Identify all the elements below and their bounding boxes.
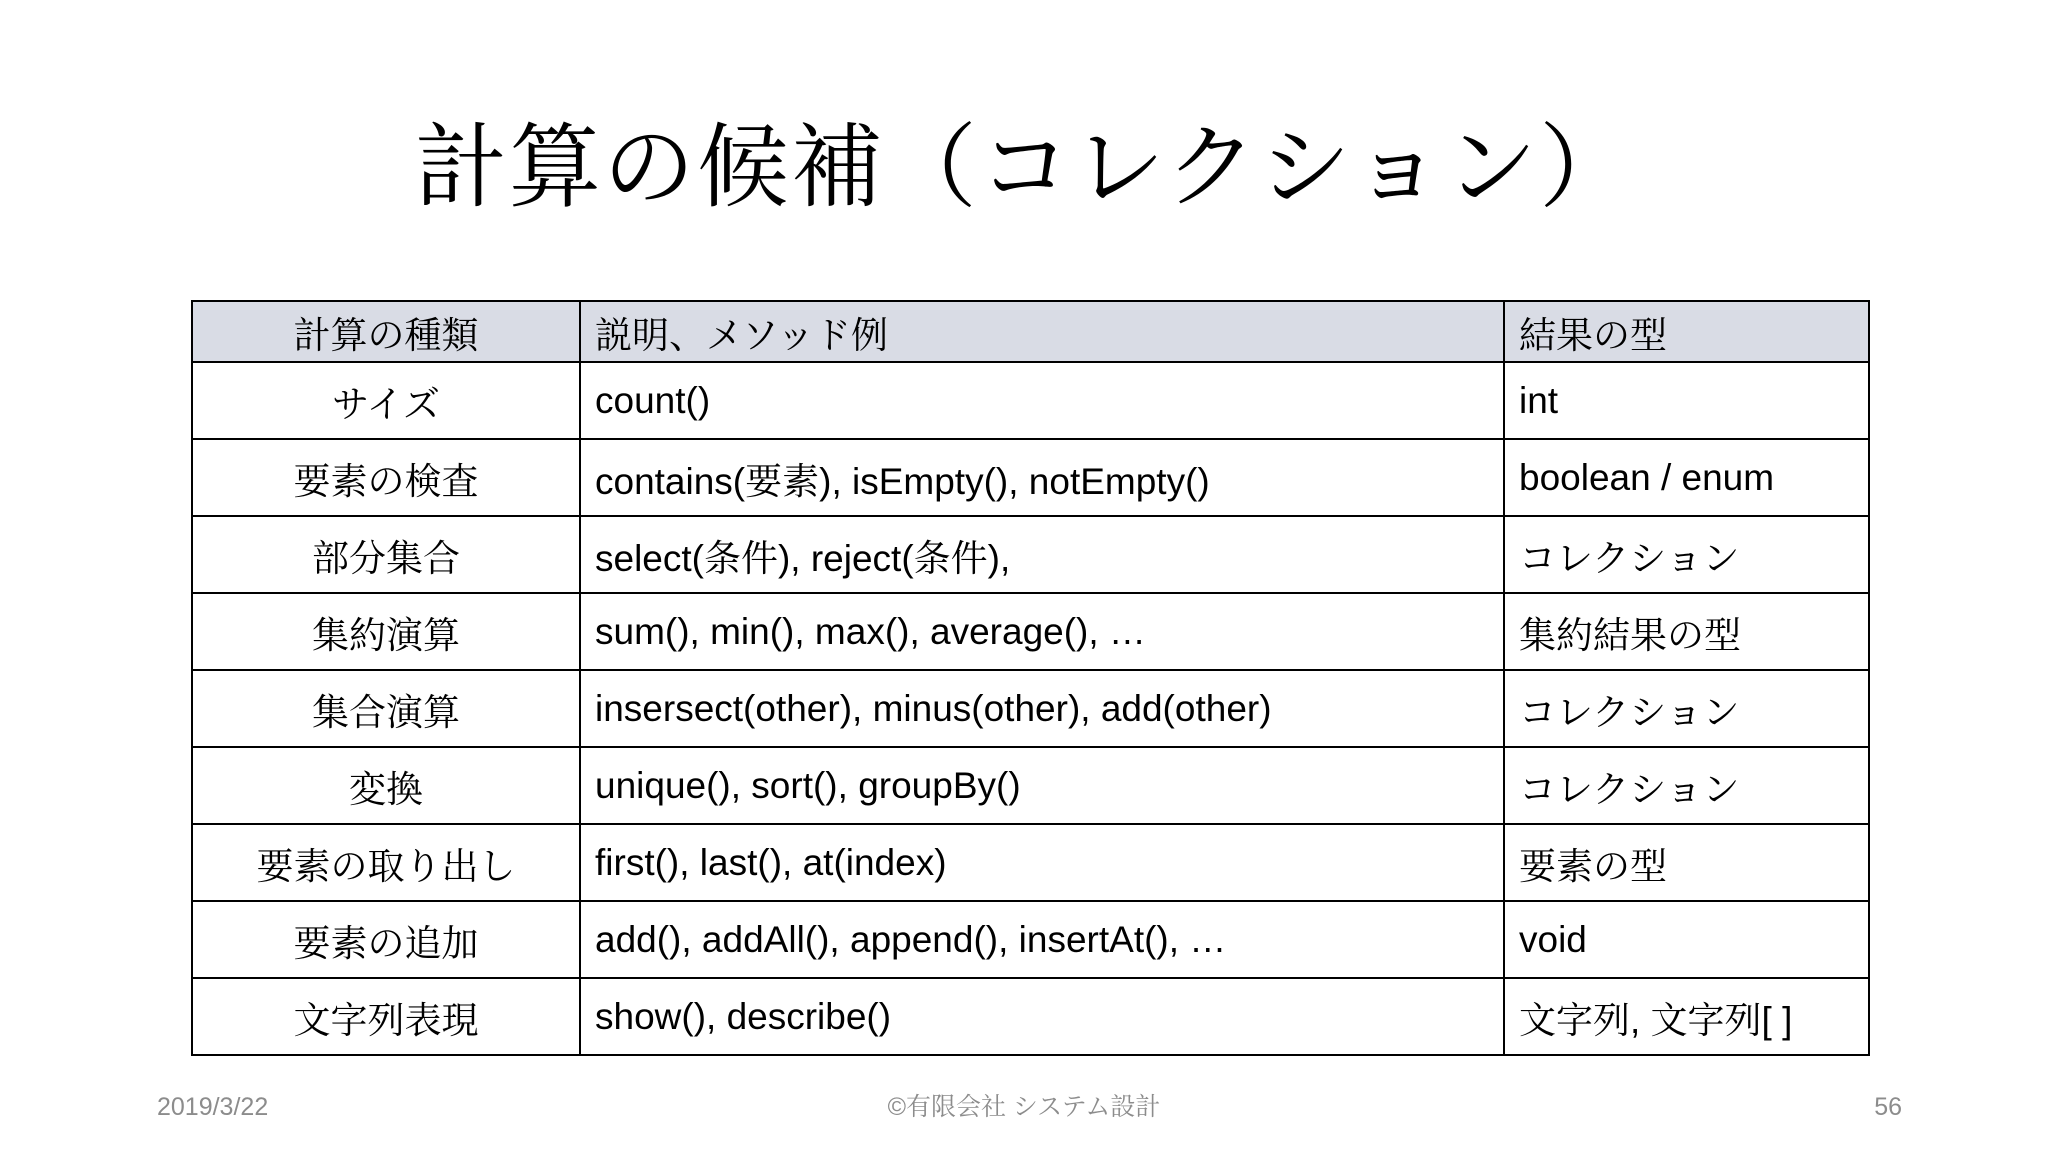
operation-kind-cell: サイズ xyxy=(192,362,580,439)
result-type-cell: コレクション xyxy=(1504,516,1869,593)
table-row xyxy=(192,439,1869,516)
operation-kind-cell: 集合演算 xyxy=(192,670,580,747)
slide-title: 計算の候補（コレクション） xyxy=(414,114,1634,221)
result-type-cell: コレクション xyxy=(1504,670,1869,747)
table-row xyxy=(192,901,1869,978)
table-row xyxy=(192,516,1869,593)
table-row xyxy=(192,978,1869,1055)
method-example-cell: insersect(other), minus(other), add(other) xyxy=(580,670,1504,747)
operation-kind-cell: 要素の検査 xyxy=(192,439,580,516)
result-type-cell: int xyxy=(1504,362,1869,439)
result-type-cell: void xyxy=(1504,901,1869,978)
method-example-cell: add(), addAll(), append(), insertAt(), … xyxy=(580,901,1504,978)
table-row xyxy=(192,362,1869,439)
header-operation-kind: 計算の種類 xyxy=(192,301,580,362)
footer-date: 2019/3/22 xyxy=(157,1093,269,1121)
page-number: 56 xyxy=(1874,1093,1902,1121)
result-type-cell: 文字列, 文字列[ ] xyxy=(1504,978,1869,1055)
header-result-type: 結果の型 xyxy=(1504,301,1869,362)
method-example-cell: show(), describe() xyxy=(580,978,1504,1055)
method-example-cell: select(条件), reject(条件), xyxy=(580,516,1504,593)
method-example-cell: contains(要素), isEmpty(), notEmpty() xyxy=(580,439,1504,516)
result-type-cell: コレクション xyxy=(1504,747,1869,824)
result-type-cell: 集約結果の型 xyxy=(1504,593,1869,670)
operation-kind-cell: 部分集合 xyxy=(192,516,580,593)
header-description: 説明、メソッド例 xyxy=(580,301,1504,362)
method-example-cell: first(), last(), at(index) xyxy=(580,824,1504,901)
collection-operations-table xyxy=(191,300,1870,1056)
operation-kind-cell: 変換 xyxy=(192,747,580,824)
table-row xyxy=(192,670,1869,747)
table-header-row xyxy=(192,301,1869,362)
operation-kind-cell: 要素の取り出し xyxy=(192,824,580,901)
table-row xyxy=(192,747,1869,824)
operation-kind-cell: 集約演算 xyxy=(192,593,580,670)
footer-copyright: ©有限会社 システム設計 xyxy=(887,1093,1161,1121)
method-example-cell: unique(), sort(), groupBy() xyxy=(580,747,1504,824)
method-example-cell: sum(), min(), max(), average(), … xyxy=(580,593,1504,670)
method-example-cell: count() xyxy=(580,362,1504,439)
table-row xyxy=(192,593,1869,670)
result-type-cell: boolean / enum xyxy=(1504,439,1869,516)
table-row xyxy=(192,824,1869,901)
operation-kind-cell: 文字列表現 xyxy=(192,978,580,1055)
result-type-cell: 要素の型 xyxy=(1504,824,1869,901)
operation-kind-cell: 要素の追加 xyxy=(192,901,580,978)
